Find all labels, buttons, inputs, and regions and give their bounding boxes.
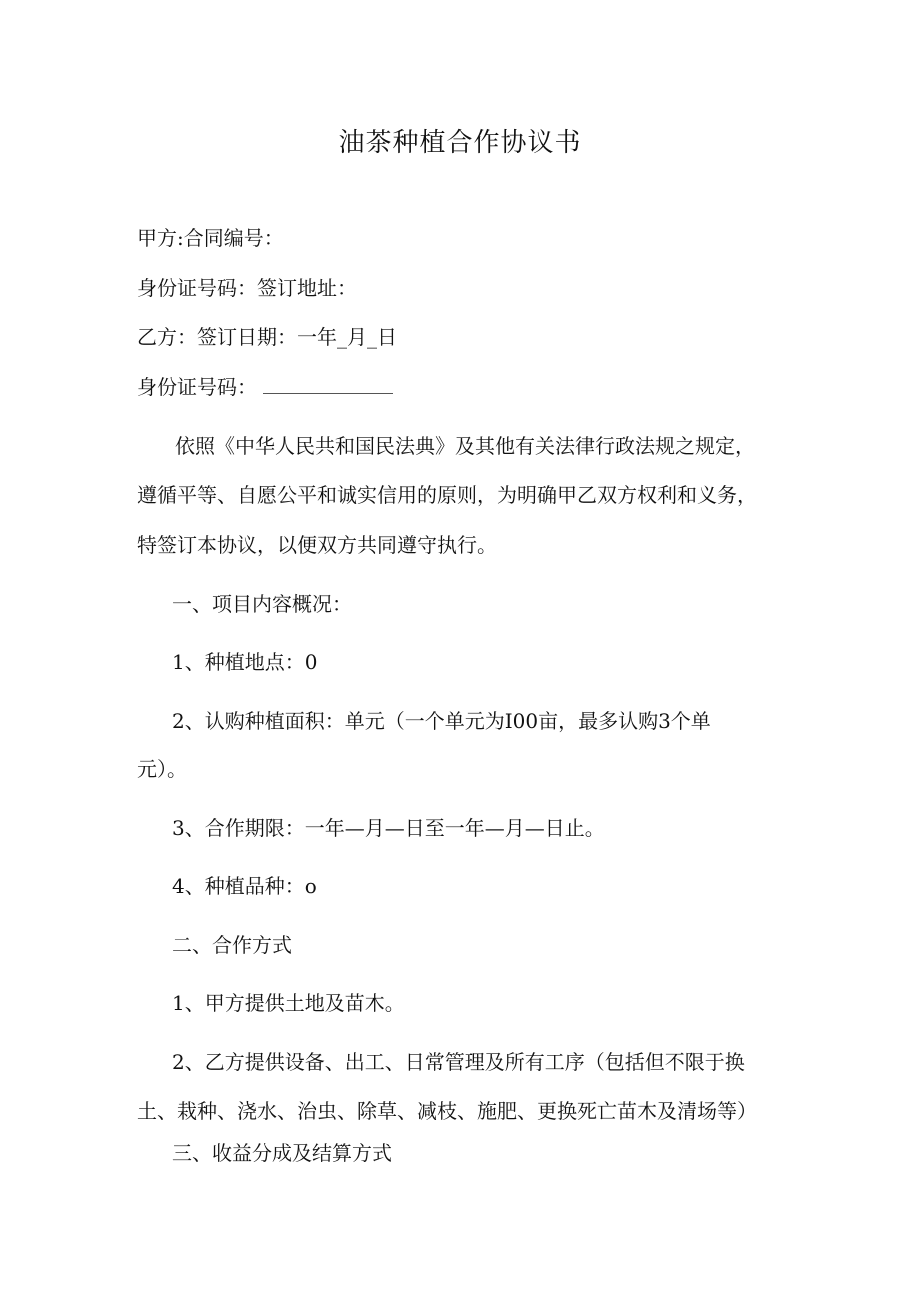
- clause-2-2-cont: 土、栽种、浇水、治虫、除草、减枝、施肥、更换死亡苗木及清场等）: [137, 1099, 757, 1123]
- clause-1-1: 1、种植地点：0: [172, 650, 318, 674]
- party-a-id-text: 身份证号码：签订地址：: [137, 276, 357, 300]
- party-b-text: 乙方：签订日期：一年_月_日: [137, 325, 397, 349]
- party-a-text: 甲方:合同编号：: [137, 226, 284, 250]
- id-blank-underline: [263, 375, 393, 394]
- clause-1-3: 3、合作期限：一年—月—日至一年—月—日止。: [172, 816, 605, 840]
- clause-1-4: 4、种植品种：o: [172, 874, 317, 898]
- clause-2-1: 1、甲方提供土地及苗木。: [172, 991, 405, 1015]
- clause-1-2: 2、认购种植面积：单元（一个单元为I00亩，最多认购3个单: [172, 709, 711, 733]
- section-3-heading: 三、收益分成及结算方式: [172, 1141, 392, 1165]
- party-b-id-text: 身份证号码：: [137, 375, 257, 399]
- section-2-heading: 二、合作方式: [172, 933, 292, 957]
- section-1-heading: 一、项目内容概况：: [172, 592, 352, 616]
- party-a-line: [137, 224, 284, 252]
- party-a-id-line: [137, 274, 357, 302]
- preamble-line-1: 依照《中华人民共和国民法典》及其他有关法律行政法规之规定，: [175, 434, 755, 458]
- preamble-line-3: 特签订本协议，以便双方共同遵守执行。: [137, 533, 497, 557]
- clause-1-2-cont: 元）。: [137, 757, 187, 781]
- clause-2-2: 2、乙方提供设备、出工、日常管理及所有工序（包括但不限于换: [172, 1050, 745, 1074]
- party-b-id-line: [137, 373, 393, 401]
- document-title: 油茶种植合作协议书: [338, 128, 582, 158]
- preamble-line-2: 遵循平等、自愿公平和诚实信用的原则，为明确甲乙双方权利和义务，: [137, 483, 757, 507]
- party-b-line: [137, 323, 397, 351]
